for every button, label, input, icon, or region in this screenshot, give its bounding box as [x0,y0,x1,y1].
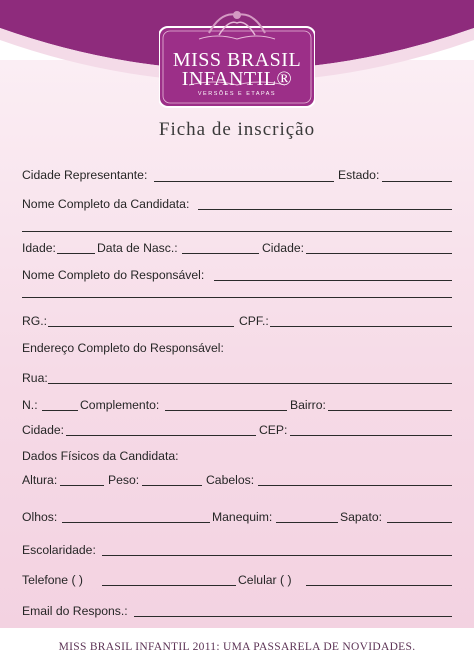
complemento-label: Complemento: [80,398,160,412]
estado-label: Estado: [338,168,380,182]
peso-label: Peso: [108,473,140,487]
telefone-label: Telefone ( ) [22,573,83,587]
cabelos-field[interactable] [258,485,452,486]
email-field[interactable] [134,616,452,617]
cidade2-field[interactable] [66,435,256,436]
celular-label: Celular ( ) [238,573,292,587]
escolaridade-label: Escolaridade: [22,543,96,557]
bairro-label: Bairro: [290,398,326,412]
manequim-field[interactable] [276,522,338,523]
numero-field[interactable] [42,410,78,411]
idade-label: Idade: [22,241,56,255]
escolaridade-field[interactable] [102,555,452,556]
olhos-field[interactable] [62,522,210,523]
cep-field[interactable] [290,435,452,436]
olhos-label: Olhos: [22,510,58,524]
cep-label: CEP: [259,423,288,437]
nome-candidata-field[interactable] [198,209,452,210]
nome-responsavel-field[interactable] [214,280,452,281]
logo-line-1: MISS BRASIL [172,49,302,71]
numero-label: N.: [22,398,38,412]
altura-label: Altura: [22,473,58,487]
rg-field[interactable] [48,326,234,327]
sapato-label: Sapato: [340,510,383,524]
cidade-field[interactable] [306,253,452,254]
cidade2-label: Cidade: [22,423,65,437]
nome-responsavel-label: Nome Completo do Responsável: [22,268,205,282]
peso-field[interactable] [142,485,202,486]
idade-field[interactable] [57,253,95,254]
nome-responsavel-field-line2[interactable] [22,297,452,298]
cpf-label: CPF.: [239,314,269,328]
celular-field[interactable] [306,585,452,586]
complemento-field[interactable] [165,410,287,411]
estado-field[interactable] [382,181,452,182]
cabelos-label: Cabelos: [206,473,255,487]
cidade-representante-field[interactable] [154,181,334,182]
logo-tagline: VERSÕES E ETAPAS [197,91,277,97]
dados-fisicos-label: Dados Físicos da Candidata: [22,449,179,463]
bairro-field[interactable] [328,410,452,411]
data-nasc-label: Data de Nasc.: [97,241,178,255]
footer-slogan: MISS BRASIL INFANTIL 2011: UMA PASSARELA DE NOVIDADES. [58,641,416,653]
telefone-field[interactable] [102,585,236,586]
altura-field[interactable] [60,485,104,486]
cidade-label: Cidade: [262,241,305,255]
sapato-field[interactable] [387,522,452,523]
cidade-representante-label: Cidade Representante: [22,168,148,182]
rg-label: RG.: [22,314,48,328]
rua-label: Rua: [22,371,48,385]
cpf-field[interactable] [270,326,452,327]
manequim-label: Manequim: [212,510,273,524]
nome-candidata-field-line2[interactable] [22,231,452,232]
data-nasc-field[interactable] [182,253,259,254]
nome-candidata-label: Nome Completo da Candidata: [22,197,190,211]
miss-brasil-infantil-logo [159,5,315,109]
rua-field[interactable] [48,383,452,384]
logo-line-2: INFANTIL® [181,68,293,90]
form-title: Ficha de inscrição [158,119,316,140]
email-label: Email do Respons.: [22,604,128,618]
endereco-responsavel-label: Endereço Completo do Responsável: [22,341,224,355]
